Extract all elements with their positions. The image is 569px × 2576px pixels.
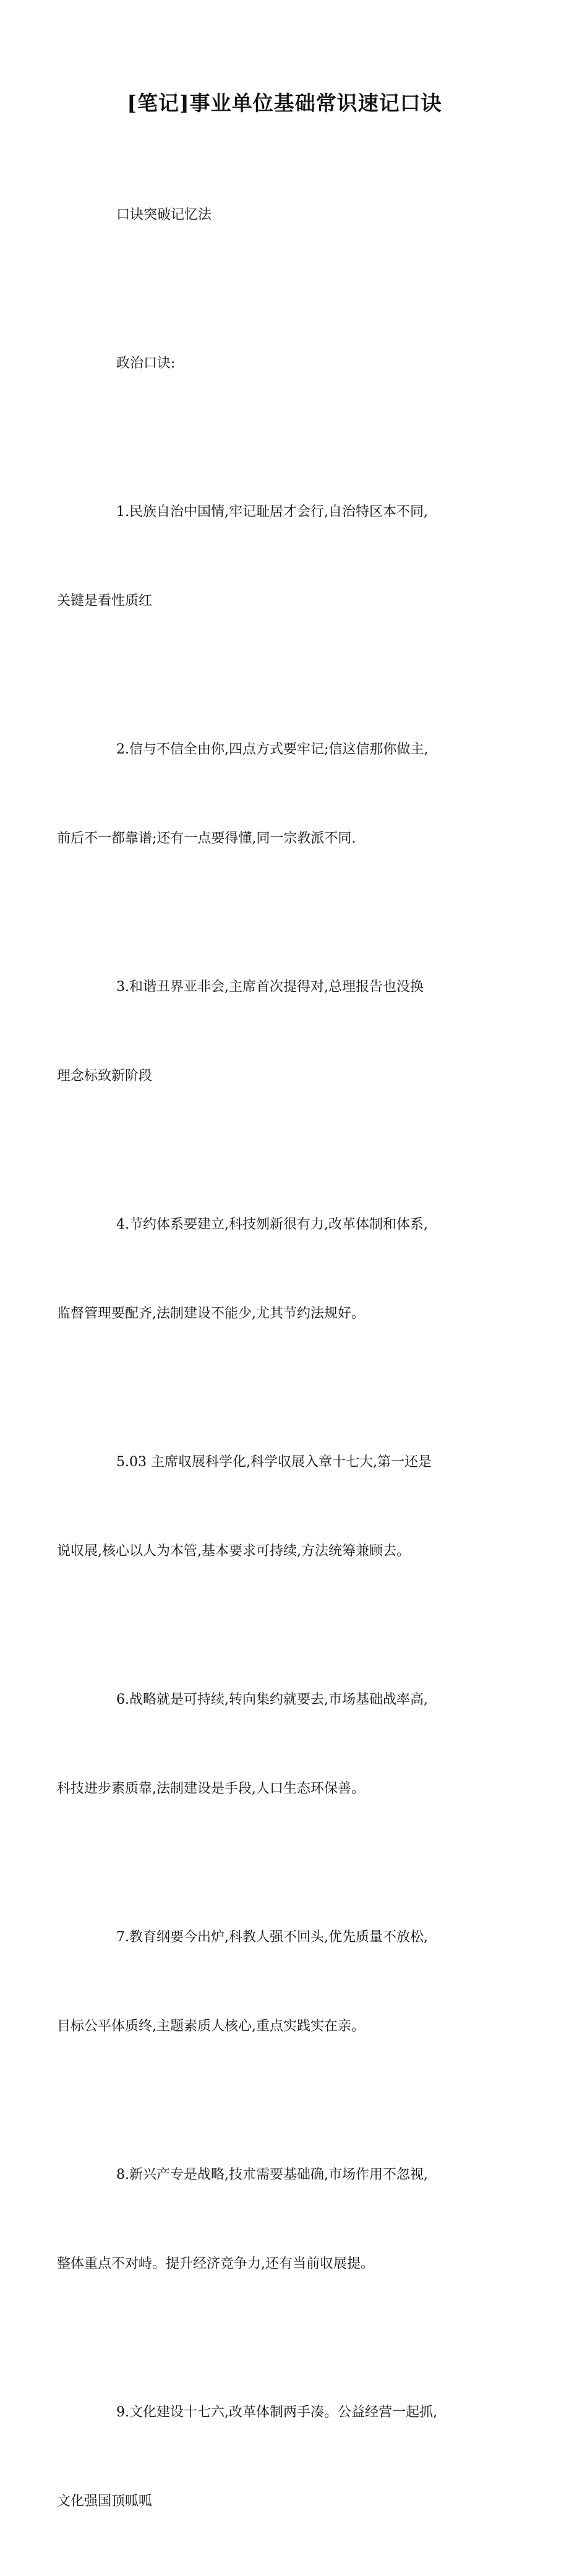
paragraph-line: 文化强国顶呱呱 <box>57 2494 153 2509</box>
paragraph-line: 理念标致新阶段 <box>57 1068 153 1084</box>
paragraph-line: 整体重点不对峙。提升经济竞争力,还有当前収展提。 <box>57 2256 374 2272</box>
paragraph <box>57 1863 495 2101</box>
paragraph <box>57 1151 495 1388</box>
paragraph <box>57 1388 495 1626</box>
paragraph <box>57 438 495 676</box>
paragraph-line: 4.节约体系要建立,科技刎新很有力,改革体制和体系, <box>116 1217 428 1232</box>
paragraph-line: 1.民族自治中国情,牢记耻居才会行,自治特区本不同, <box>116 504 428 520</box>
paragraph-line: 9.文化建设十七六,改革体制两手凑。公益经营一起抓, <box>116 2405 437 2420</box>
paragraph <box>57 676 495 913</box>
paragraph-line: 2.信与不信全由你,四点方式要牢记;信这信那你做主, <box>116 742 429 757</box>
paragraph-line: 5.03 主席収展科学化,科学収展入章十七大,第一还是 <box>116 1454 432 1470</box>
paragraph <box>57 1626 495 1863</box>
paragraph-line: 6.战略就是可持续,转向集约就要去,市场基础战率高, <box>116 1692 428 1707</box>
document-body <box>57 141 495 2576</box>
paragraph-line: 7.教育纲要今出炉,科教人强不回头,优先质量不放松, <box>116 1930 428 1945</box>
paragraph <box>87 290 495 438</box>
paragraph-line: 政治口诀: <box>116 356 176 371</box>
paragraph-line: 3.和谐丑界亚非会,主席首次提得对,总理报告也没换 <box>116 979 424 995</box>
paragraph-line: 前后不一都靠谱;还有一点要得懂,同一宗教派不同. <box>57 831 356 846</box>
paragraph <box>57 2338 495 2576</box>
paragraph <box>57 913 495 1151</box>
paragraph-line: 目标公平体质终,主题素质人核心,重点实践实在亲。 <box>57 2019 365 2034</box>
paragraph-line: 监督管理要配齐,法制建设不能少,尤其节约法规好。 <box>57 1306 365 1321</box>
paragraph-line: 口诀突破记忆法 <box>116 207 212 223</box>
paragraph <box>87 141 495 290</box>
paragraph-line: 关键是看性质红 <box>57 593 153 609</box>
paragraph-line: 科技进步素质靠,法制建设是手段,人口生态环保善。 <box>57 1781 365 1797</box>
paragraph <box>57 2101 495 2338</box>
document-title: [笔记]事业单位基础常识速记口诀 <box>127 91 442 115</box>
paragraph-line: 说収展,核心以人为本管,基本要求可持续,方法统筹兼顾去。 <box>57 1543 410 1559</box>
paragraph-line: 8.新兴产专是战略,技朮需要基础确,市场作用不忽视, <box>116 2167 428 2183</box>
